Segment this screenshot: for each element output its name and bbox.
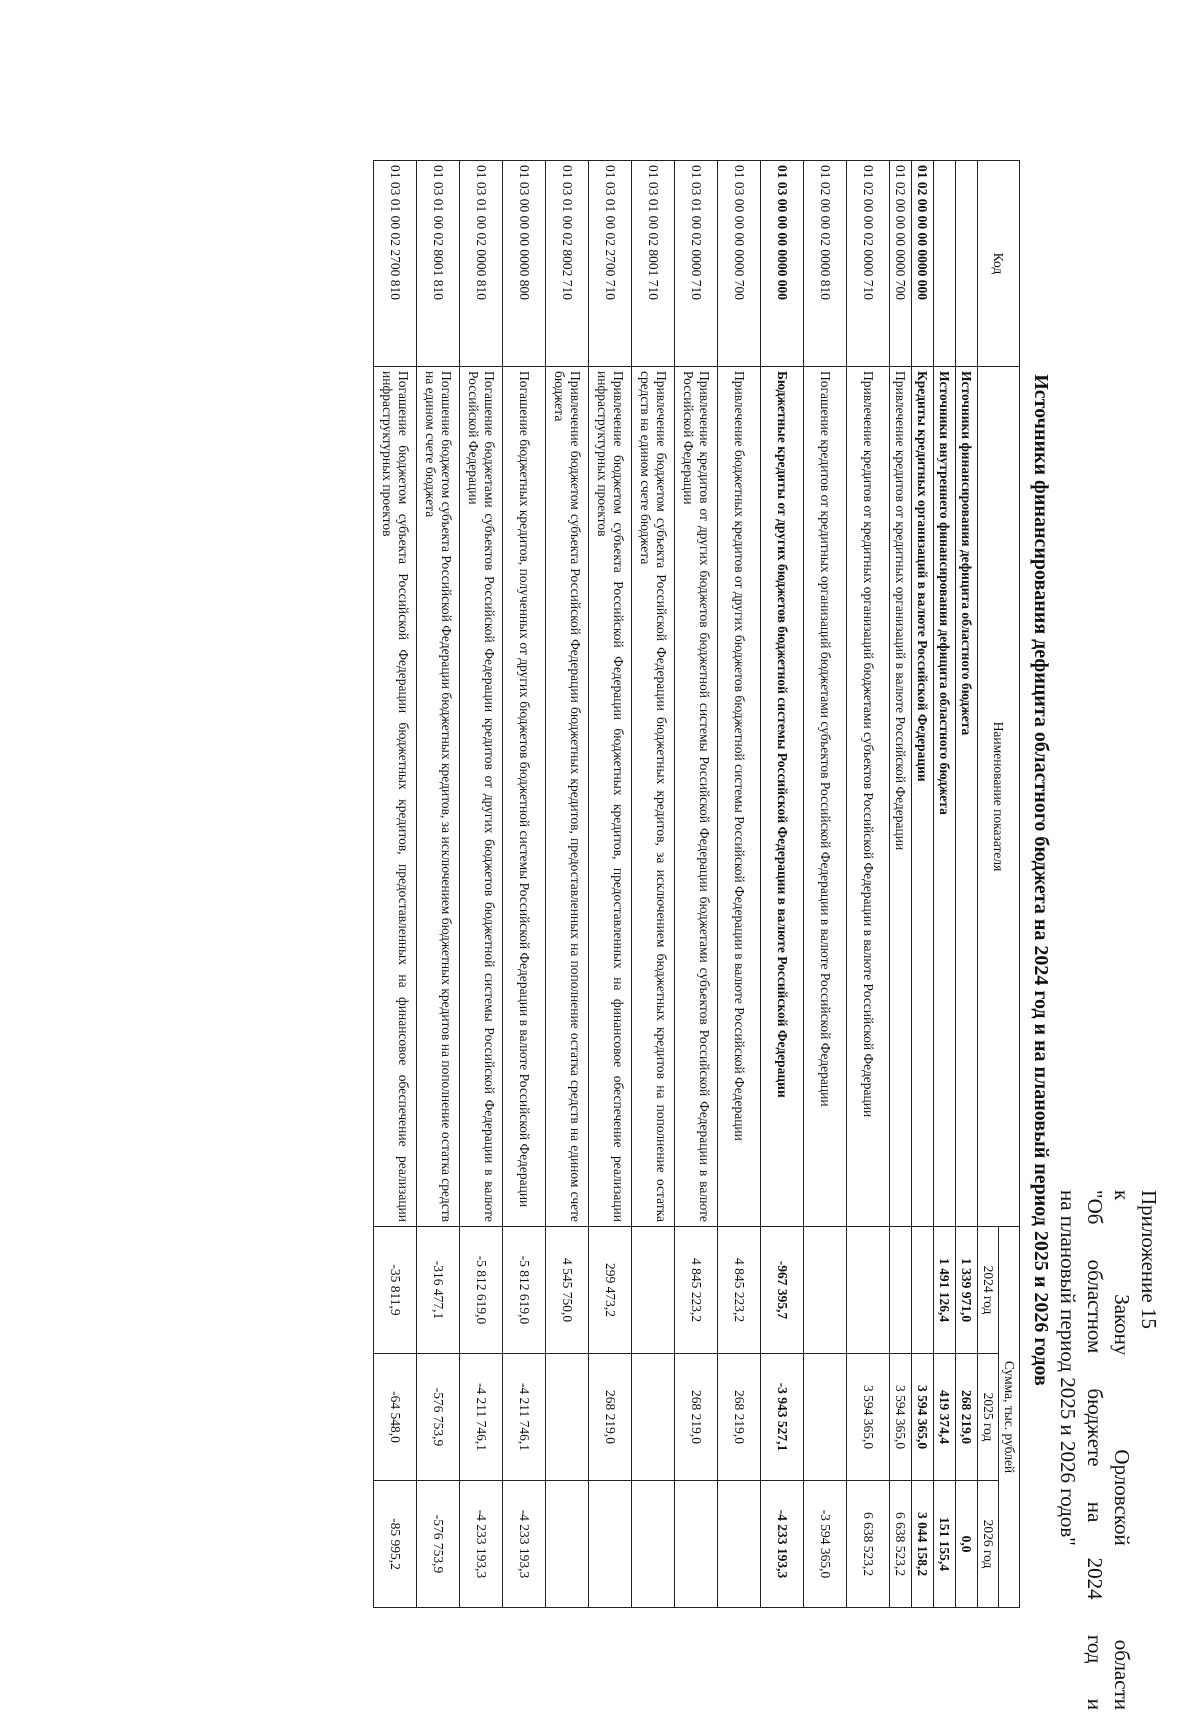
- row-code: 01 03 01 00 02 2700 710: [589, 161, 632, 367]
- row-value-2026: -85 995,2: [374, 1481, 417, 1608]
- row-code: 01 03 01 00 02 8001 810: [417, 161, 460, 367]
- row-value-2026: -3 594 365,0: [804, 1481, 847, 1608]
- row-name: Привлечение бюджетом субъекта Российской Федерации бюджетных кредитов, предоставленных на финансовое обеспечение реализации инфраструктурных проектов: [589, 367, 632, 1227]
- row-name: Привлечение кредитов от других бюджетов бюджетной системы Российской Федерации бюджетами субъектов Российской Федерации в валюте Российской Федерации: [675, 367, 718, 1227]
- row-value-2026: 3 044 158,2: [912, 1481, 934, 1608]
- row-name: Погашение бюджетом субъекта Российской Федерации бюджетных кредитов, предоставленных на финансовое обеспечение реализации инфраструктурных проектов: [374, 367, 417, 1227]
- table-row: [761, 161, 804, 1608]
- table-row: [956, 161, 978, 1608]
- appendix-number: Приложение 15: [1137, 1190, 1161, 1329]
- appendix-line-3: "Об областном бюджете на 2024 год и: [1083, 1190, 1107, 1710]
- row-value-2025: -3 943 527,1: [761, 1354, 804, 1481]
- row-value-2026: 6 638 523,2: [890, 1481, 912, 1608]
- row-value-2024: 1 491 126,4: [934, 1227, 956, 1354]
- row-value-2025: 268 219,0: [718, 1354, 761, 1481]
- header-name: Наименование показателя: [978, 367, 1020, 1227]
- financing-sources-table: [373, 160, 1020, 1608]
- header-sum: Сумма, тыс. рублей: [999, 1227, 1020, 1608]
- appendix-line-4: на плановый период 2025 и 2026 годов": [1056, 1190, 1080, 1546]
- row-value-2024: [912, 1227, 934, 1354]
- row-value-2024: 4 845 223,2: [675, 1227, 718, 1354]
- row-name: Погашение бюджетных кредитов, полученных от других бюджетов бюджетной системы Российской Федерации в валюте Российской Федерации: [503, 367, 546, 1227]
- row-name: Привлечение кредитов от кредитных организаций бюджетами субъектов Российской Федерации в валюте Российской Федерации: [847, 367, 890, 1227]
- row-value-2024: -35 811,9: [374, 1227, 417, 1354]
- row-value-2024: -967 395,7: [761, 1227, 804, 1354]
- row-name: Привлечение бюджетом субъекта Российской Федерации бюджетных кредитов, за исключением бюджетных кредитов на пополнение остатка средств на едином счете бюджета: [632, 367, 675, 1227]
- appendix-line-2: к Закону Орловской области: [1110, 1190, 1134, 1710]
- row-name: Привлечение кредитов от кредитных организаций в валюте Российской Федерации: [890, 367, 912, 1227]
- row-value-2024: 299 473,2: [589, 1227, 632, 1354]
- row-value-2026: [632, 1481, 675, 1608]
- table-row: [374, 161, 417, 1608]
- row-code: 01 03 01 00 02 0000 710: [675, 161, 718, 367]
- table-row: [718, 161, 761, 1608]
- row-code: 01 02 00 00 00 0000 000: [912, 161, 934, 367]
- row-value-2026: -4 233 193,3: [460, 1481, 503, 1608]
- row-value-2026: -4 233 193,3: [761, 1481, 804, 1608]
- row-value-2024: -5 812 619,0: [460, 1227, 503, 1354]
- row-value-2025: -576 753,9: [417, 1354, 460, 1481]
- row-code: 01 03 01 00 02 8001 710: [632, 161, 675, 367]
- row-value-2025: [804, 1354, 847, 1481]
- row-value-2025: [546, 1354, 589, 1481]
- table-row: [460, 161, 503, 1608]
- row-value-2025: 3 594 365,0: [847, 1354, 890, 1481]
- row-name: Кредиты кредитных организаций в валюте Российской Федерации: [912, 367, 934, 1227]
- row-value-2025: 268 219,0: [956, 1354, 978, 1481]
- row-value-2024: -316 477,1: [417, 1227, 460, 1354]
- header-code: Код: [978, 161, 1020, 367]
- row-code: 01 03 01 00 02 2700 810: [374, 161, 417, 367]
- row-name: Погашение кредитов от кредитных организаций бюджетами субъектов Российской Федерации в валюте Российской Федерации: [804, 367, 847, 1227]
- row-value-2026: -4 233 193,3: [503, 1481, 546, 1608]
- row-value-2026: 0,0: [956, 1481, 978, 1608]
- row-value-2025: [632, 1354, 675, 1481]
- row-code: 01 03 01 00 02 8002 710: [546, 161, 589, 367]
- row-value-2025: 419 374,4: [934, 1354, 956, 1481]
- row-code: 01 03 00 00 00 0000 800: [503, 161, 546, 367]
- row-value-2025: 3 594 365,0: [890, 1354, 912, 1481]
- header-year-2025: 2025 год: [978, 1354, 999, 1481]
- row-code: 01 03 00 00 00 0000 000: [761, 161, 804, 367]
- row-value-2025: -64 548,0: [374, 1354, 417, 1481]
- row-value-2024: [890, 1227, 912, 1354]
- row-value-2024: [632, 1227, 675, 1354]
- row-name: Привлечение бюджетом субъекта Российской Федерации бюджетных кредитов, предоставленных на пополнение остатка средств на едином счете бюджета: [546, 367, 589, 1227]
- appendix-header: [1054, 1190, 1162, 1710]
- row-code: 01 03 01 00 02 0000 810: [460, 161, 503, 367]
- row-value-2026: -576 753,9: [417, 1481, 460, 1608]
- table-row: [546, 161, 589, 1608]
- table-row: [503, 161, 546, 1608]
- row-name: Источники внутреннего финансирования дефицита областного бюджета: [934, 367, 956, 1227]
- table-row: [934, 161, 956, 1608]
- row-value-2025: -4 211 746,1: [503, 1354, 546, 1481]
- row-code: [956, 161, 978, 367]
- row-value-2024: 4 545 750,0: [546, 1227, 589, 1354]
- row-value-2025: 268 219,0: [675, 1354, 718, 1481]
- table-row: [675, 161, 718, 1608]
- row-value-2026: 151 155,4: [934, 1481, 956, 1608]
- table-row: [847, 161, 890, 1608]
- table-row: [632, 161, 675, 1608]
- row-name: Погашение бюджетом субъекта Российской Федерации бюджетных кредитов, за исключением бюджетных кредитов на пополнение остатка средств на едином счете бюджета: [417, 367, 460, 1227]
- row-value-2025: 268 219,0: [589, 1354, 632, 1481]
- row-code: 01 02 00 00 02 0000 810: [804, 161, 847, 367]
- table-row: [912, 161, 934, 1608]
- row-name: Погашение бюджетами субъектов Российской Федерации кредитов от других бюджетов бюджетной системы Российской Федерации в валюте Российской Федерации: [460, 367, 503, 1227]
- row-value-2024: -5 812 619,0: [503, 1227, 546, 1354]
- row-value-2024: 1 339 971,0: [956, 1227, 978, 1354]
- row-value-2026: 6 638 523,2: [847, 1481, 890, 1608]
- row-value-2025: -4 211 746,1: [460, 1354, 503, 1481]
- row-name: Источники финансирования дефицита областного бюджета: [956, 367, 978, 1227]
- row-code: [934, 161, 956, 367]
- row-value-2024: 4 845 223,2: [718, 1227, 761, 1354]
- table-row: [417, 161, 460, 1608]
- row-value-2026: [675, 1481, 718, 1608]
- row-code: 01 02 00 00 02 0000 710: [847, 161, 890, 367]
- header-year-2026: 2026 год: [978, 1481, 999, 1608]
- row-value-2024: [847, 1227, 890, 1354]
- document-title: Источники финансирования дефицита областного бюджета на 2024 год и на плановый период 2025 и 2026 годов: [1030, 374, 1052, 1386]
- row-code: 01 02 00 00 00 0000 700: [890, 161, 912, 367]
- row-value-2025: 3 594 365,0: [912, 1354, 934, 1481]
- row-value-2026: [589, 1481, 632, 1608]
- table-body: [374, 161, 978, 1608]
- header-year-2024: 2024 год: [978, 1227, 999, 1354]
- row-name: Бюджетные кредиты от других бюджетов бюджетной системы Российской Федерации в валюте Российской Федерации: [761, 367, 804, 1227]
- row-value-2024: [804, 1227, 847, 1354]
- rotated-page: [80, 40, 1180, 1730]
- table-row: [589, 161, 632, 1608]
- table-row: [804, 161, 847, 1608]
- row-code: 01 03 00 00 00 0000 700: [718, 161, 761, 367]
- row-name: Привлечение бюджетных кредитов от других бюджетов бюджетной системы Российской Федерации в валюте Российской Федерации: [718, 367, 761, 1227]
- row-value-2026: [718, 1481, 761, 1608]
- row-value-2026: [546, 1481, 589, 1608]
- table-row: [890, 161, 912, 1608]
